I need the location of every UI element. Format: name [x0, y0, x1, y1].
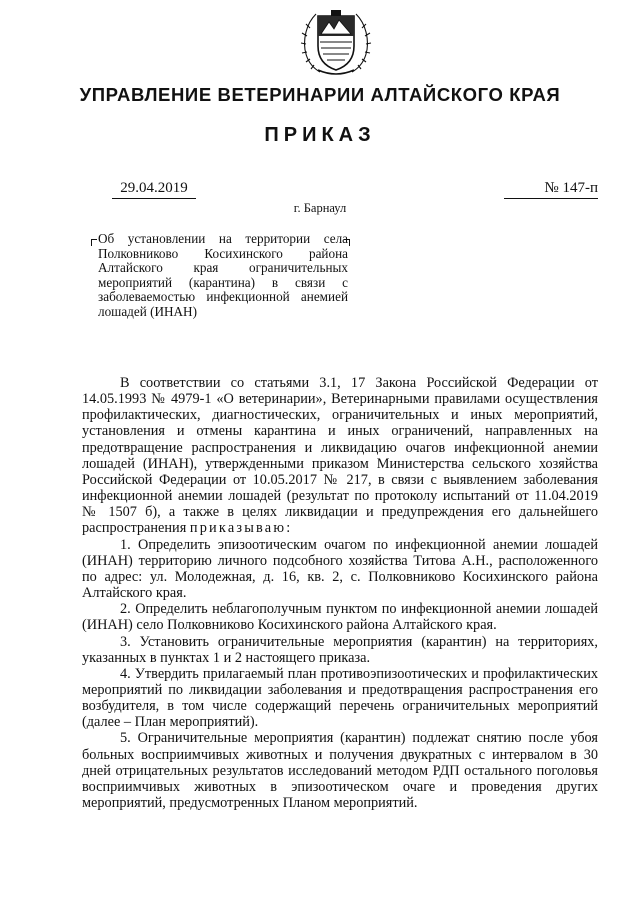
- preamble-paragraph: [82, 375, 598, 537]
- order-item: 1. Определить эпизоотическим очагом по инфекционной анемии лошадей (ИНАН) территорию личного подсобного хозяйства Титова А.Н., расположенного по адрес: ул. Молодежная, д. 16, кв. 2, с. Полковниково Косихинского района Алтайского края.: [82, 536, 598, 602]
- order-item: 2. Определить неблагополучным пунктом по инфекционной анемии лошадей (ИНАН) село Полковниково Косихинского района Алтайского края.: [82, 601, 598, 634]
- order-item: 5. Ограничительные мероприятия (карантин) подлежат снятию после убоя больных восприимчивых животных и получения двукратных с интервалом в 30 дней отрицательных результатов исследований методом РДП остального поголовья восприимчивых животных в эпизоотическом очаге и проведения других мероприятий, предусмотренных Планом мероприятий.: [82, 730, 598, 812]
- subject-bracket-left: [91, 239, 97, 246]
- city: г. Барнаул: [293, 201, 347, 215]
- document-type: ПРИКАЗ: [264, 124, 376, 146]
- order-number: № 147-п: [504, 180, 598, 199]
- preamble-text: В соответствии со статьями 3.1, 17 Закона Российской Федерации от 14.05.1993 № 4979-1 «О ветеринарии», Ветеринарными правилами осуществления профилактических, диагностических, ограничительных и иных мероприятий, установления и отмены карантина и иных ограничений, направленных на предотвращение распространения и ликвидацию очагов инфекционной анемии лошадей (ИНАН), утвержденными приказом Министерства сельского хозяйства Российской Федерации от 10.05.2017 № 217, в связи с выявлением заболевания инфекционной анемии лошадей (результат по протоколу испытаний от 11.04.2019 № 1507 б), а также в целях ликвидации и предупреждения его дальнейшего распространения: [82, 375, 598, 537]
- order-subject: Об установлении на территории села Полковниково Косихинского района Алтайского края ограничительных мероприятий (карантина) в связи с заболеваемостью инфекционной анемией лошадей (ИНАН): [98, 231, 348, 319]
- order-word: приказываю:: [189, 520, 293, 537]
- order-body: [82, 375, 598, 811]
- order-item: 4. Утвердить прилагаемый план противоэпизоотических и профилактических мероприятий по ликвидации заболевания и предотвращения распространения его возбудителя, в том числе содержащий перечень ограничительных мероприятий (далее – План мероприятий).: [82, 665, 598, 731]
- organization-title: УПРАВЛЕНИЕ ВЕТЕРИНАРИИ АЛТАЙСКОГО КРАЯ: [79, 84, 561, 105]
- coat-of-arms-icon: [298, 6, 374, 80]
- order-date: 29.04.2019: [112, 180, 196, 199]
- order-item: 3. Установить ограничительные мероприятия (карантин) на территориях, указанных в пунктах 1 и 2 настоящего приказа.: [82, 633, 598, 666]
